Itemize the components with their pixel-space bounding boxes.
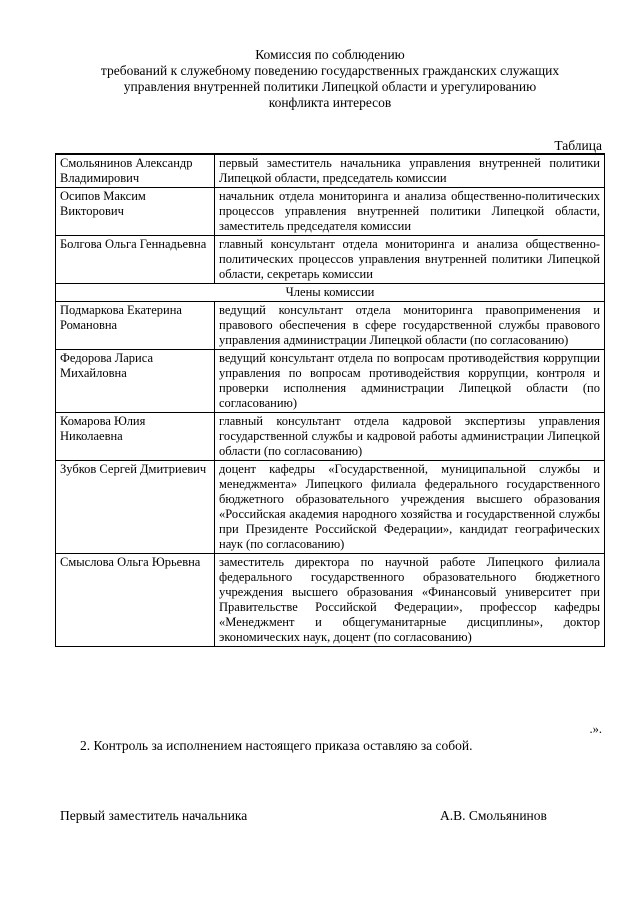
table-row xyxy=(56,302,605,350)
member-name: Болгова Ольга Геннадьевна xyxy=(56,236,215,284)
section-row xyxy=(56,284,605,302)
heading-line-1: Комиссия по соблюдению xyxy=(255,47,405,62)
member-role: начальник отдела мониторинга и анализа общественно-политических процессов управления внутренней политики Липецкой области, заместитель председателя комиссии xyxy=(215,188,605,236)
member-name: Федорова Лариса Михайловна xyxy=(56,350,215,413)
member-role: главный консультант отдела кадровой экспертизы управления государственной службы и кадровой работы администрации Липецкой области (по согласованию) xyxy=(215,413,605,461)
table-row xyxy=(56,236,605,284)
member-name: Зубков Сергей Дмитриевич xyxy=(56,461,215,554)
table-row xyxy=(56,554,605,647)
signature-name: А.В. Смольянинов xyxy=(440,808,547,823)
closing-quote-mark: .». xyxy=(589,722,602,736)
member-role: первый заместитель начальника управления внутренней политики Липецкой области, председатель комиссии xyxy=(215,154,605,188)
table-caption: Таблица xyxy=(554,138,602,153)
order-point-2: 2. Контроль за исполнением настоящего приказа оставляю за собой. xyxy=(80,738,473,753)
signature-position: Первый заместитель начальника xyxy=(60,808,248,823)
member-name: Осипов Максим Викторович xyxy=(56,188,215,236)
commission-table xyxy=(55,153,605,647)
heading-line-2: требований к служебному поведению государственных гражданских служащих xyxy=(100,63,560,78)
table-row xyxy=(56,350,605,413)
heading-line-4: конфликта интересов xyxy=(268,95,392,110)
member-role: доцент кафедры «Государственной, муниципальной службы и менеджмента» Липецкого филиала федерального государственного бюджетного образовательного учреждения высшего образования «Российская академия народного хозяйства и государственной службы при Президенте Российской Федерации», кандидат географических наук (по согласованию) xyxy=(215,461,605,554)
member-name: Смыслова Ольга Юрьевна xyxy=(56,554,215,647)
member-role: ведущий консультант отдела мониторинга правоприменения и правового обеспечения в сфере государственной службы правового управления администрации Липецкой области (по согласованию) xyxy=(215,302,605,350)
table-row xyxy=(56,154,605,188)
member-role: главный консультант отдела мониторинга и анализа общественно-политических процессов управления внутренней политики Липецкой области, секретарь комиссии xyxy=(215,236,605,284)
table-row xyxy=(56,188,605,236)
member-role: заместитель директора по научной работе Липецкого филиала федерального государственного образовательного бюджетного учреждения высшего образования «Финансовый университет при Правительстве Российской Федерации», профессор кафедры «Менеджмент и общегуманитарные дисциплины», доктор экономических наук, доцент (по согласованию) xyxy=(215,554,605,647)
heading-line-3: управления внутренней политики Липецкой области и урегулированию xyxy=(123,79,537,94)
table-row xyxy=(56,413,605,461)
members-heading: Члены комиссии xyxy=(56,284,605,302)
member-role: ведущий консультант отдела по вопросам противодействия коррупции управления по вопросам противодействия коррупции, контроля и проверки исполнения администрации Липецкой области (по согласованию) xyxy=(215,350,605,413)
member-name: Смольянинов Александр Владимирович xyxy=(56,154,215,188)
member-name: Комарова Юлия Николаевна xyxy=(56,413,215,461)
table-row xyxy=(56,461,605,554)
document-heading xyxy=(40,47,620,111)
member-name: Подмаркова Екатерина Романовна xyxy=(56,302,215,350)
